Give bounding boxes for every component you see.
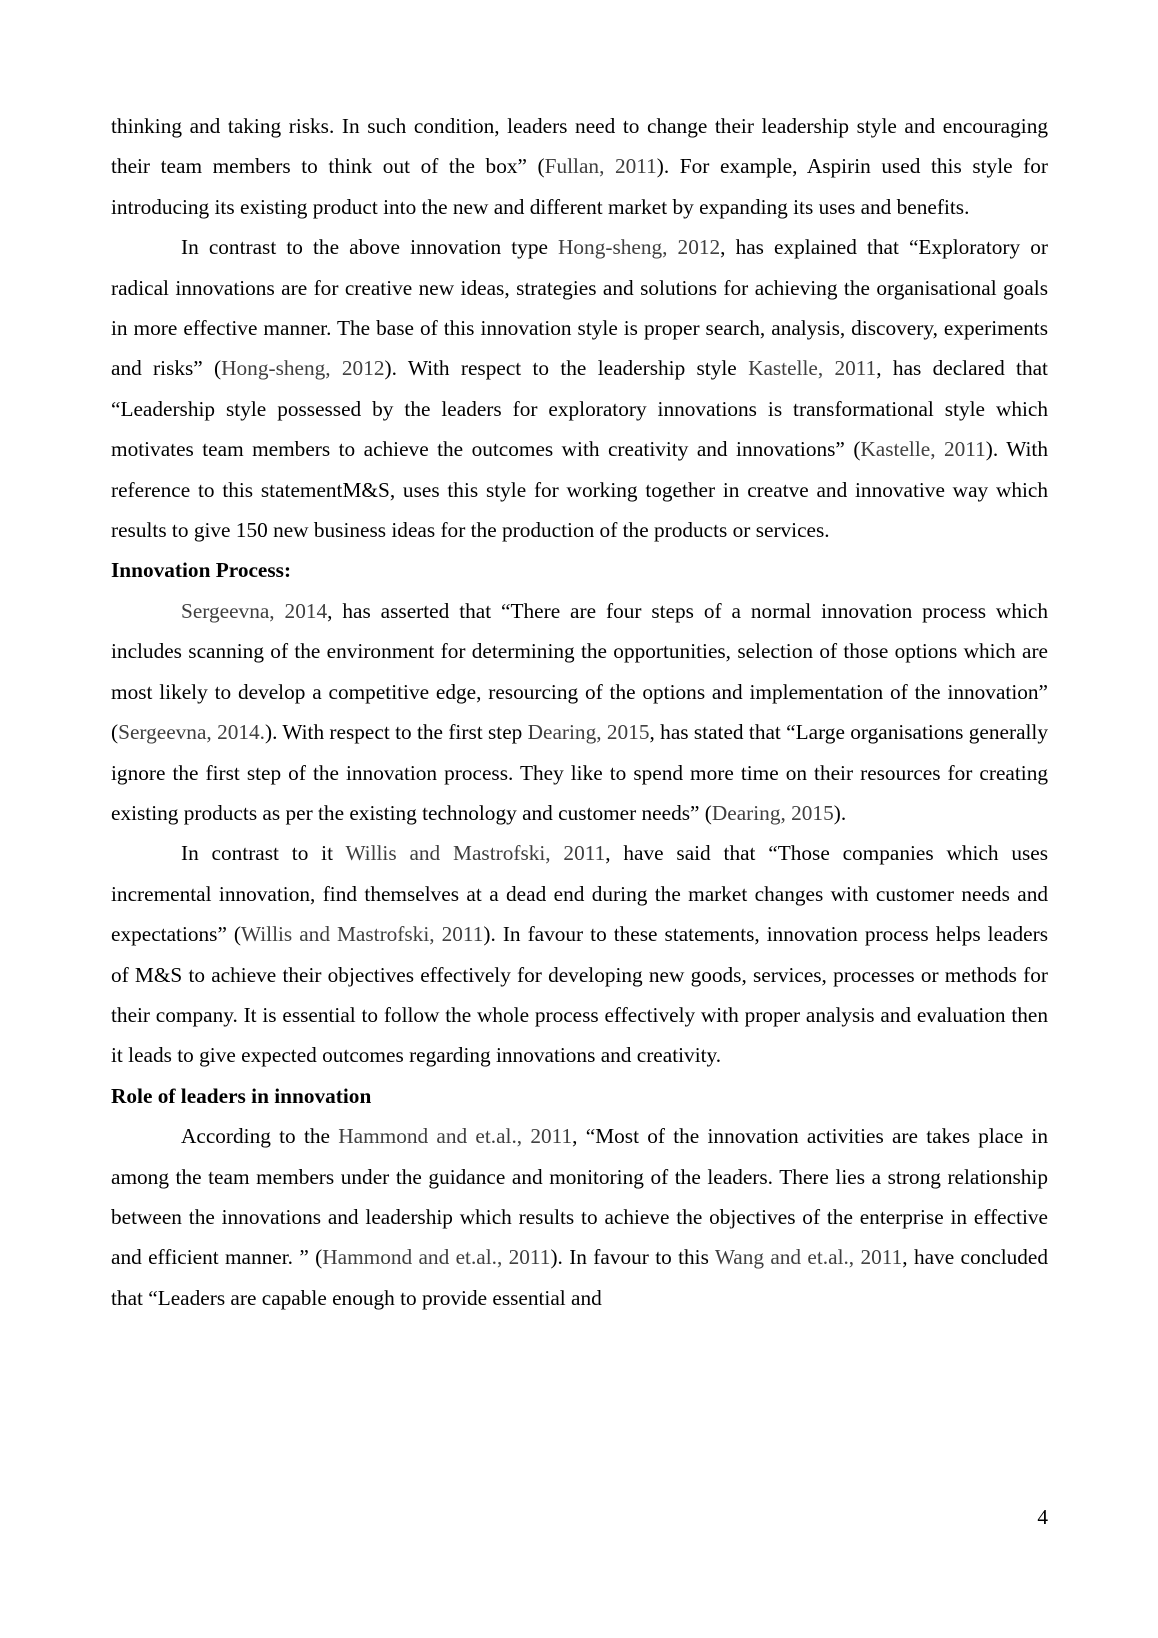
text-run: , have concluded that “Leaders are capable enough to provide essential and xyxy=(111,1245,1049,1310)
citation: Sergeevna, 2014 xyxy=(181,598,328,623)
text-run: ). In favour to these statements, innovation process helps leaders of M&S to achieve their objectives effectively for developing new goods, services, processes or methods for their company. It is essential to follow the whole process effectively with proper analysis and evaluation then it leads to give expected outcomes regarding innovations and creativity. xyxy=(111,922,1048,1068)
paragraph-incremental-innovation xyxy=(111,833,1048,1075)
citation: Hong-sheng, 2012 xyxy=(558,235,721,260)
paragraph-exploratory-innovation xyxy=(111,227,1048,550)
text-run: , have said that “Those companies which uses incremental innovation, find themselves at a dead end during the market changes with customer needs and expectations” ( xyxy=(111,841,1049,947)
citation: Hammond and et.al., 2011 xyxy=(322,1245,551,1270)
citation: Sergeevna, 2014. xyxy=(118,720,265,745)
paragraph-innovation-steps xyxy=(111,591,1048,833)
citation: Willis and Mastrofski, 2011 xyxy=(241,922,484,947)
text-run: ). With respect to the leadership style xyxy=(384,356,749,381)
text-run: ). With reference to this statementM&S, uses this style for working together in creatve and innovative way which results to give 150 new business ideas for the production of the products or services. xyxy=(111,437,1048,543)
section-heading-role-of-leaders: Role of leaders in innovation xyxy=(111,1083,372,1108)
citation: Wang and et.al., 2011 xyxy=(714,1245,903,1270)
page-body xyxy=(111,106,1048,1318)
text-run: ). With respect to the first step xyxy=(264,720,528,745)
text-run: , has stated that “Large organisations generally ignore the first step of the innovation process. They like to spend more time on their resources for creating existing products as per the existing technology and customer needs” ( xyxy=(111,720,1049,825)
citation: Dearing, 2015 xyxy=(527,720,650,745)
paragraph-intro-continuation xyxy=(111,106,1048,227)
text-run: In contrast to the above innovation type xyxy=(181,235,559,260)
section-heading-innovation-process: Innovation Process: xyxy=(111,558,292,583)
citation: Willis and Mastrofski, 2011 xyxy=(345,841,606,866)
citation: Hammond and et.al., 2011 xyxy=(338,1124,573,1149)
citation: Kastelle, 2011 xyxy=(748,356,877,381)
page-number: 4 xyxy=(1037,1505,1048,1529)
text-run: ). In favour to this xyxy=(550,1245,715,1270)
text-run: , “Most of the innovation activities are takes place in among the team members under the guidance and monitoring of the leaders. There lies a strong relationship between the innovations and leadership which results to achieve the objectives of the enterprise in effective and efficient manner. ” ( xyxy=(111,1124,1048,1270)
paragraph-leaders-role xyxy=(111,1116,1048,1318)
text-run: thinking and taking risks. In such condition, leaders need to change their leadership style and encouraging their team members to think out of the box” ( xyxy=(111,114,1048,179)
text-run: ). xyxy=(833,800,847,825)
text-run: , has asserted that “There are four steps of a normal innovation process which includes scanning of the environment for determining the opportunities, selection of those options which are most likely to develop a competitive edge, resourcing of the options and implementation of the innovation” ( xyxy=(111,598,1048,745)
text-run: In contrast to it xyxy=(181,841,346,866)
text-run: According to the xyxy=(181,1124,339,1149)
citation: Dearing, 2015 xyxy=(711,800,834,825)
citation: Fullan, 2011 xyxy=(544,154,657,179)
text-run: ). For example, Aspirin used this style for introducing its existing product into the new and different market by expanding its uses and benefits. xyxy=(111,154,1048,219)
citation: Hong-sheng, 2012 xyxy=(221,356,385,381)
text-run: , has explained that “Exploratory or radical innovations are for creative new ideas, strategies and solutions for achieving the organisational goals in more effective manner. The base of this innovation style is proper search, analysis, discovery, experiments and risks” ( xyxy=(111,235,1048,381)
citation: Kastelle, 2011 xyxy=(860,437,986,462)
text-run: , has declared that “Leadership style possessed by the leaders for exploratory innovations is transformational style which motivates team members to achieve the outcomes with creativity and innovations” ( xyxy=(111,356,1048,462)
